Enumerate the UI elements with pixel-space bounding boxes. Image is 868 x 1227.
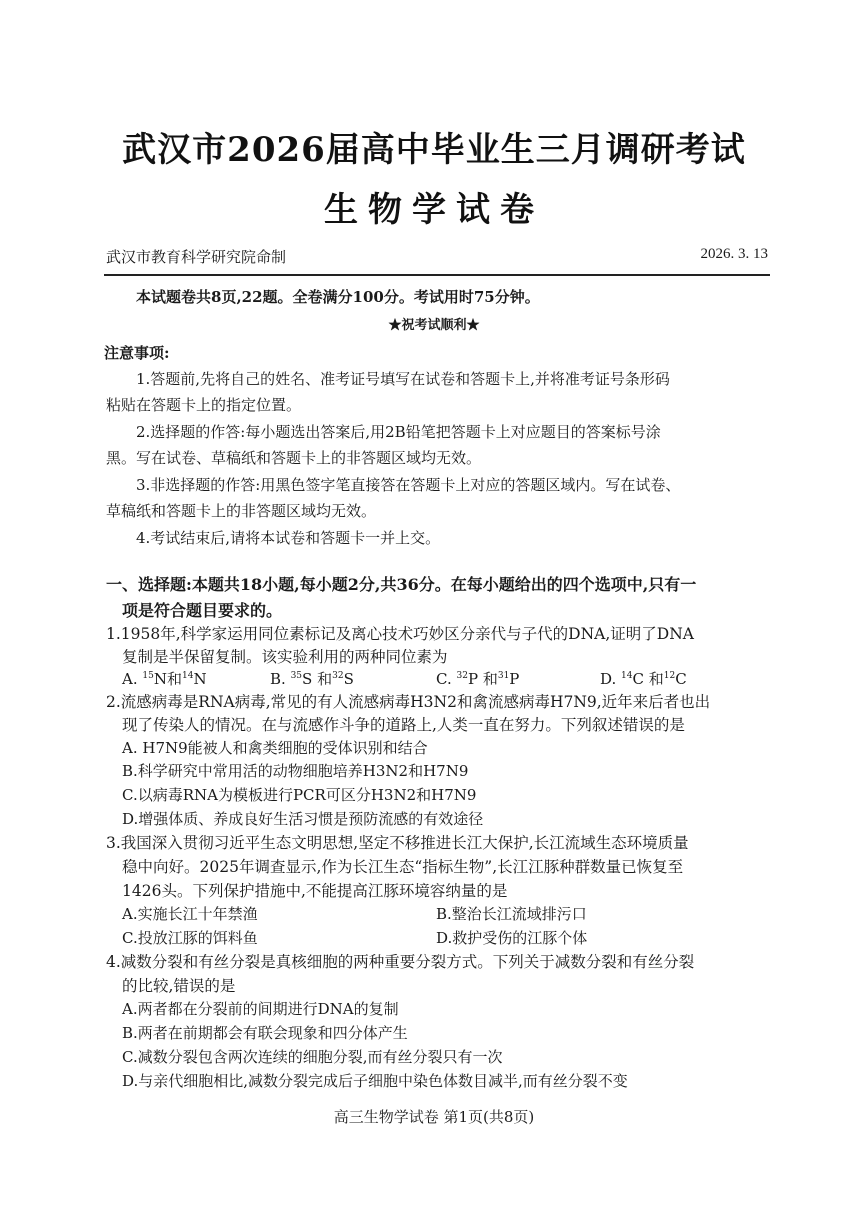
question-2-stem-cont: 现了传染人的情况。在与流感作斗争的道路上,人类一直在努力。下列叙述错误的是 [122, 716, 685, 734]
question-1-option-a: A. $^{15}$N和$^{14}$N [122, 670, 207, 688]
exam-subtitle: 生物学试卷 [324, 190, 544, 230]
notice-line: 3.非选择题的作答:用黑色签字笔直接答在答题卡上对应的答题区域内。写在试卷、 [136, 476, 681, 494]
question-3-stem-cont: 1426头。下列保护措施中,不能提高江豚环境容纳量的是 [122, 882, 508, 900]
question-4-stem: 4.减数分裂和有丝分裂是真核细胞的两种重要分裂方式。下列关于减数分裂和有丝分裂 [106, 953, 695, 971]
question-3-option-a: A.实施长江十年禁渔 [122, 905, 258, 923]
section-heading: 一、选择题:本题共18小题,每小题2分,共36分。在每小题给出的四个选项中,只有一 [106, 575, 697, 594]
question-4-option-d: D.与亲代细胞相比,减数分裂完成后子细胞中染色体数目减半,而有丝分裂不变 [122, 1072, 628, 1090]
section-heading-cont: 项是符合题目要求的。 [122, 601, 283, 620]
question-2-option-d: D.增强体质、养成良好生活习惯是预防流感的有效途径 [122, 810, 484, 828]
exam-info: 本试题卷共8页,22题。全卷满分100分。考试用时75分钟。 [136, 288, 540, 306]
question-3-stem: 3.我国深入贯彻习近平生态文明思想,坚定不移推进长江大保护,长江流域生态环境质量 [106, 834, 689, 852]
notice-line: 2.选择题的作答:每小题选出答案后,用2B铅笔把答题卡上对应题目的答案标号涂 [136, 423, 661, 441]
question-3-option-d: D.救护受伤的江豚个体 [436, 929, 588, 947]
question-2-option-b: B.科学研究中常用活的动物细胞培养H3N2和H7N9 [122, 762, 469, 780]
question-1-option-c: C. $^{32}$P 和$^{31}$P [436, 670, 520, 688]
page-footer: 高三生物学试卷 第1页(共8页) [333, 1108, 535, 1126]
question-4-stem-cont: 的比较,错误的是 [122, 977, 236, 995]
notice-line: 黑。写在试卷、草稿纸和答题卡上的非答题区域均无效。 [106, 449, 482, 467]
question-4-option-a: A.两者都在分裂前的间期进行DNA的复制 [122, 1000, 399, 1018]
notice-line: 粘贴在答题卡上的指定位置。 [106, 396, 302, 414]
question-1-stem: 1.1958年,科学家运用同位素标记及离心技术巧妙区分亲代与子代的DNA,证明了DNA [106, 625, 694, 643]
good-luck-line: ★祝考试顺利★ [388, 318, 480, 333]
question-2-option-a: A. H7N9能被人和禽类细胞的受体识别和结合 [122, 739, 428, 757]
header-rule [104, 274, 770, 276]
notice-line: 草稿纸和答题卡上的非答题区域均无效。 [106, 502, 377, 520]
question-1-stem-cont: 复制是半保留复制。该实验利用的两种同位素为 [122, 648, 448, 666]
question-2-option-c: C.以病毒RNA为模板进行PCR可区分H3N2和H7N9 [122, 786, 477, 804]
question-2-stem: 2.流感病毒是RNA病毒,常见的有人流感病毒H3N2和禽流感病毒H7N9,近年来后者也出 [106, 693, 711, 711]
notice-line: 1.答题前,先将自己的姓名、准考证号填写在试卷和答题卡上,并将准考证号条形码 [136, 370, 670, 388]
question-4-option-c: C.减数分裂包含两次连续的细胞分裂,而有丝分裂只有一次 [122, 1048, 503, 1066]
question-4-option-b: B.两者在前期都会有联会现象和四分体产生 [122, 1024, 408, 1042]
question-3-stem-cont: 稳中向好。2025年调查显示,作为长江生态“指标生物”,长江江豚种群数量已恢复至 [122, 858, 684, 876]
exam-title: 武汉市2026届高中毕业生三月调研考试 [122, 130, 746, 170]
question-1-option-d: D. $^{14}$C 和$^{12}$C [600, 670, 687, 688]
issuing-org: 武汉市教育科学研究院命制 [106, 248, 287, 266]
notice-line: 4.考试结束后,请将本试卷和答题卡一并上交。 [136, 529, 441, 547]
exam-date: 2026. 3. 13 [700, 246, 768, 262]
question-3-option-c: C.投放江豚的饵料鱼 [122, 929, 258, 947]
question-1-option-b: B. $^{35}$S 和$^{32}$S [270, 670, 354, 688]
notice-title: 注意事项: [104, 344, 170, 362]
question-3-option-b: B.整治长江流域排污口 [436, 905, 587, 923]
